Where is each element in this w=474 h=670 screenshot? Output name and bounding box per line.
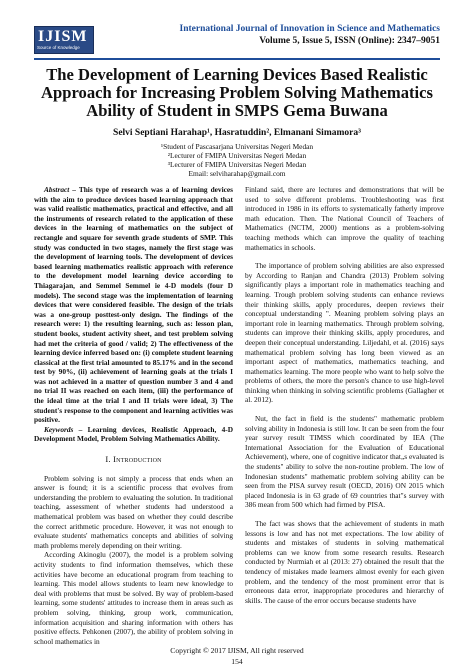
logo-text: IJISM — [38, 28, 88, 45]
keywords-text: – Learning devices, Realistic Approach, 4-D Development Model, Problem Solving Mathematics Ability. — [34, 424, 233, 444]
title-line: Approach for Increasing Problem Solving Mathematics — [41, 83, 433, 102]
affiliation-3: ³Lecturer of FMIPA Universitas Negeri Medan — [167, 160, 307, 169]
affiliation-1: ¹Student of Pascasarjana Universitas Negeri Medan — [160, 142, 314, 151]
abstract-text: – This type of research was a of learning devices with the aim to produce devices based learning approach that was valid realistic mathematics, practical and effective, and all the instruments of research related to the application of these devices in the learning of mathematics on the subject of rectangle and square for seventh grade students of SMP. This study was conducted in two stages, namely the first stage was the development of learning tools. The development of devices based learning mathematics realistic approach with reference to the development model learning device according to Thiagarajan, and Semmel Semmel ie 4-D models (four D models). The second stage was the implementation of learning devices that were considered feasible. The design of the trials was a one-group posttest-only design. The findings of the research were: 1) the resulting learning, such as: lesson plan, student books, student activity sheet, and test problem solving had met the criteria of good / valid; 2) The effectiveness of the learning device inferred based on: (i) complete student learning classical at the first trial amounted to 85.17% and in the second test by 90%, (ii) achievement of learning goals at the trials I was not achieved in a matter of question number 3 and 4 and no trial II was reached on each item, (iii) the performance of the ideal time at the trial I and II trials were ideal, 3) The student's response to the component and learning activities was positive. — [34, 185, 233, 425]
body-paragraph: According Akinoglu (2007), the model is a problem solving activity students to find information themselves, which these activities have become an educational program from teaching to learning. This model allows students to learn new knowledge to deal with problems that must be solved. By way of problem-based learning, some students' attitudes to increase them in areas such as problem solving, thinking, group work, communication, information acquisition and sharing information with others has positive effects. Pehkonen (2007), the ability of problem solving in school mathematics in — [34, 550, 233, 646]
page-number: 154 — [231, 657, 243, 666]
right-column — [245, 185, 444, 605]
section-heading-introduction — [34, 455, 233, 465]
title-line: Ability of Student in SMPS Gema Buwana — [86, 101, 388, 120]
body-paragraph: The importance of problem solving abilities are also expressed by According to Ranjan and Chandra (2013) Problem solving significantly plays a important role in mathematics teaching and learning. Trough problem solving students can enhance reviews their thinking skills, apply procedures, deepen reviews their conceptual understanding ". Meaning problem solving plays an important role in learning mathematics. Through problem solving, students can improve their thinking skills, apply procedures, and deepen their conceptual understanding. Liljedahl, et al. (2016) says mathematical problem solving has long been viewed as an important aspect of mathematics, mathematics teaching, and mathematics learning. The more people who want to help solve the problems of others, the more the person's chance to use high-level thinking when thinking in solving scientific problems (Gallagher et al. 2012). — [245, 261, 444, 405]
abstract — [34, 185, 233, 425]
body-paragraph: Problem solving is not simply a process that ends when an answer is found; it is a scientific process that evolves from understanding the problem to evaluating the solution. In traditional teaching, assessment of whether students had understood a mathematical problem was based on whether they could describe the correct arithmetic procedure. However, it was not enough to evaluate students' mathematics concepts and abilities of solving math problems merely depending on their writing. — [34, 473, 233, 550]
keywords-lead: Keywords — [44, 424, 74, 434]
title-line: The Development of Learning Devices Based Realistic — [46, 65, 428, 84]
author-email: Email: selviharahap@gmail.com — [188, 169, 286, 178]
section-title: Introduction — [113, 454, 162, 465]
body-paragraph: Finland said, there are lectures and demonstrations that will be used to solve different problems. Troubleshooting was first introduced in 1986 in its efforts to systematically fatherly improve math education. Then. The National Council of Teachers of Mathematics (NCTM, 2000) mentions as a problem-solving teaching methods which can improve the quality of teaching mathematics in schools. — [245, 185, 444, 252]
section-number: I. — [105, 454, 111, 465]
abstract-lead: Abstract — [44, 185, 70, 194]
left-column — [34, 185, 233, 646]
body-paragraph: The fact was shows that the achievement of students in math lessons is low and has not met expectations. The low ability of students and mistakes of students in solving mathematical problems can we know from some research results. Research conducted by Nurmiah et al (2013: 27) obtained the result that the tendency of mistakes made learners almost evenly for each given problem, and the tendency of the most prominent error that is erroneous data error, inappropriate procedures and hierarchy of skills. The cause of the error occurs because students have — [245, 519, 444, 605]
paper-title — [34, 66, 440, 120]
body-paragraph: Nut, the fact in field is the students" mathematic problem solving ability in Indonesia is still low. It can be seen from the four year survey result TIMSS which coordinated by IEA (The International Association for the Evaluation of Educational Achievement), where, one of cognitive indicator that„s evaluated is the students" ability to solve the non-routine problem. The low of Indonesian students" mathematic problem solving ability can be seen from the PISA survey result (OECD, 2016) ON 2015 which placed Indonesia is in 63 grade of 69 countries that"s survey with 386 mean from 500 which had firmed by PISA. — [245, 414, 444, 510]
logo-subtitle: Source of Knowledge — [37, 45, 80, 50]
footer-copyright: Copyright © 2017 IJISM, All right reserved — [170, 646, 304, 655]
author-list: Selvi Septiani Harahap¹, Hasratuddin², Elmanani Simamora³ — [113, 128, 361, 138]
issn-line: Volume 5, Issue 5, ISSN (Online): 2347–9051 — [259, 36, 440, 46]
journal-name: International Journal of Innovation in Science and Mathematics — [179, 24, 440, 34]
keywords — [34, 425, 233, 444]
affiliation-2: ²Lecturer of FMIPA Universitas Negeri Medan — [167, 151, 307, 160]
journal-logo — [34, 26, 94, 54]
header-divider — [34, 58, 440, 60]
